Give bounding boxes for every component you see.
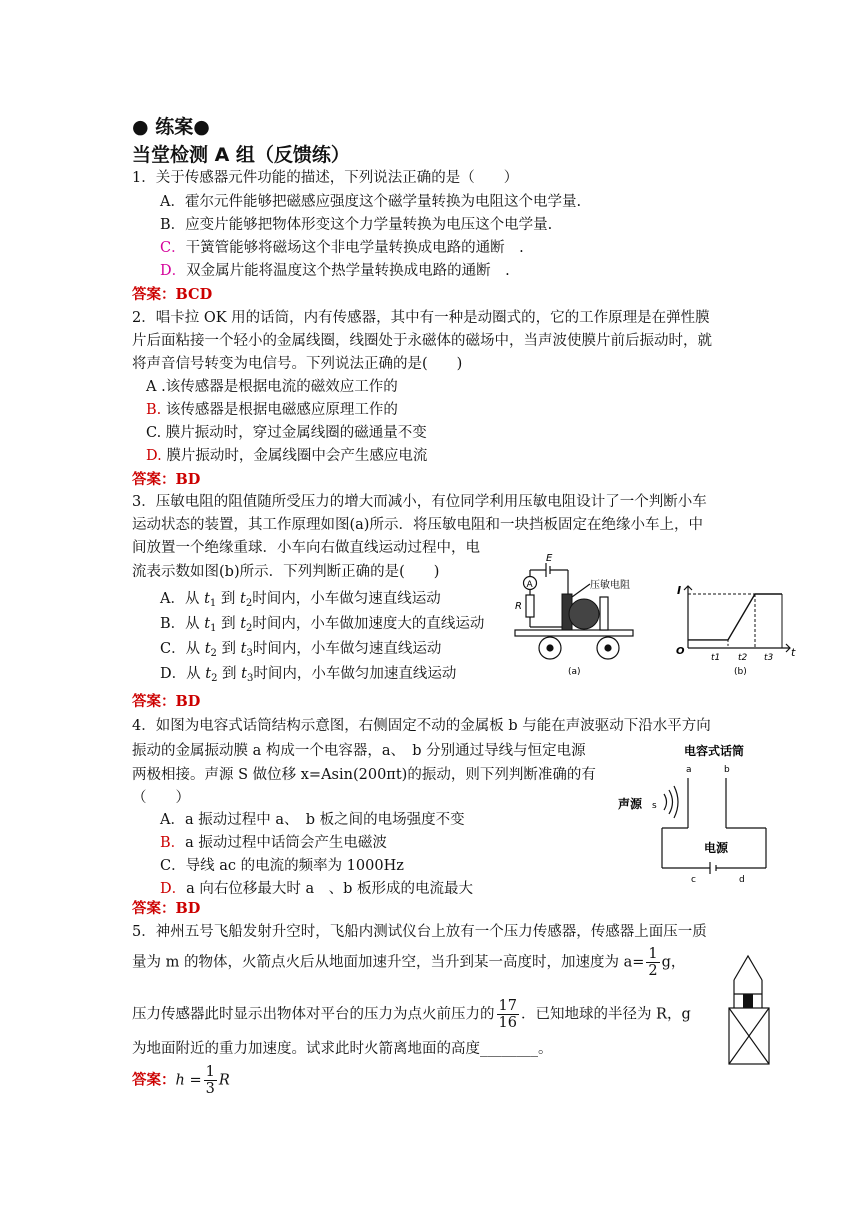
q1-option-d-label: D．	[160, 263, 187, 279]
q3-option-d: D．从 $t_2$ 到 $t_3$时间内，小车做匀加速直线运动	[160, 666, 457, 684]
pressure-sensor-block	[743, 994, 753, 1008]
q1-stem: 1．关于传感器元件功能的描述，下列说法正确的是（ ）	[132, 170, 519, 186]
q1-option-d-text: 双金属片能将温度这个热学量转换成电路的通断 .	[186, 263, 510, 279]
wire-c-label: c	[691, 875, 696, 885]
q4-answer: 答案：BD	[132, 900, 201, 917]
q4-line-1: 4．如图为电容式话筒结构示意图，右侧固定不动的金属板 b 与能在声波驱动下沿水平方向	[132, 718, 711, 734]
fraction-numerator: 1	[648, 946, 658, 962]
plate-a-label: a	[686, 765, 692, 775]
q3-option-c-prefix: C．从	[160, 641, 205, 657]
section-title: 当堂检测 A 组（反馈练）	[132, 144, 350, 166]
q2-option-d-text: 膜片振动时，金属线圈中会产生感应电流	[166, 448, 428, 464]
q5-line-2-suffix: g，	[661, 954, 686, 971]
tick-t2: t2	[738, 653, 748, 663]
ammeter-label: A	[526, 580, 533, 590]
q4-option-b-label: B．	[160, 835, 186, 851]
q4-option-b-text: a 振动过程中话筒会产生电磁波	[185, 835, 387, 851]
current-plot-marks	[688, 594, 782, 648]
q4-option-c: C．导线 ac 的电流的频率为 1000Hz	[160, 858, 404, 874]
q1-option-b: B．应变片能够把物体形变这个力学量转换为电压这个电学量.	[160, 217, 553, 233]
q2-option-b-label: B.	[146, 402, 162, 418]
sound-source-label: 声源	[618, 797, 643, 811]
figure-b-caption: (b)	[734, 667, 747, 677]
q4-line-2: 振动的金属振动膜 a 构成一个电容器，a、 b 分别通过导线与恒定电源	[132, 743, 586, 759]
q2-option-b-text: 该传感器是根据电磁感应原理工作的	[165, 402, 398, 418]
tick-t1: t1	[711, 653, 721, 663]
q1-option-c-text: 干簧管能够将磁场这个非电学量转换成电路的通断 .	[185, 240, 524, 256]
q5-answer-R: R	[218, 1072, 230, 1089]
q2-option-a: A .该传感器是根据电流的磁效应工作的	[146, 379, 398, 395]
q2-answer: 答案：BD	[132, 471, 201, 488]
tick-t3: t3	[764, 653, 774, 663]
q3-option-b: B．从 $t_1$ 到 $t_2$时间内，小车做加速度大的直线运动	[160, 616, 485, 634]
q5-line-3-suffix: ．已知地球的半径为 R，g	[520, 1006, 691, 1023]
q1-answer: 答案：BCD	[132, 286, 213, 303]
q5-line-3	[132, 998, 691, 1031]
sensor-label: 压敏电阻	[590, 580, 630, 591]
q3-option-d-prefix: D．从	[160, 666, 206, 682]
q2-line-2: 片后面粘接一个轻小的金属线圈，线圈处于永磁体的磁场中，当声波使膜片前后振动时，就	[132, 333, 712, 349]
q5-line-1: 5．神州五号飞船发射升空时，飞船内测试仪台上放有一个压力传感器，传感器上面压一质	[132, 924, 707, 940]
q1-option-c	[160, 237, 524, 259]
q3-line-4: 流表示数如图(b)所示．下列判断正确的是( )	[132, 564, 440, 580]
axis-I-label: I	[677, 584, 682, 597]
power-label: 电源	[704, 841, 729, 855]
wire-d-label: d	[739, 875, 745, 885]
q4-line-3: 两极相接。声源 S 做位移 x=Asin(200πt)的振动，则下列判断准确的有	[132, 767, 596, 783]
q5-line-3-text: 压力传感器此时显示出物体对平台的压力为点火前压力的	[132, 1006, 495, 1023]
q2-option-d	[146, 445, 427, 467]
q5-answer-label: 答案：	[132, 1071, 176, 1089]
q4-option-d-text: a 向右位移最大时 a 、b 板形成的电流最大	[186, 881, 474, 897]
q3-figure-a	[510, 552, 670, 682]
q3-option-c-to: 到	[216, 641, 241, 657]
q2-line-1: 2．唱卡拉 OK 用的话筒，内有传感器，其中有一种是动圈式的，它的工作原理是在弹性膜	[132, 310, 710, 326]
q3-option-a-text: 时间内，小车做匀速直线运动	[252, 591, 441, 607]
q3-option-a-prefix: A．从	[160, 591, 205, 607]
q4-option-d-label: D．	[160, 881, 187, 897]
label-R: R	[515, 601, 522, 612]
q5-answer	[132, 1064, 230, 1097]
figure-title: 电容式话筒	[684, 744, 745, 758]
q3-answer: 答案：BD	[132, 693, 201, 710]
q3-option-c: C．从 $t_2$ 到 $t_3$时间内，小车做匀速直线运动	[160, 641, 442, 659]
fraction-one-half	[646, 946, 659, 979]
current-series-line	[688, 594, 782, 640]
q5-answer-h: h =	[175, 1072, 202, 1089]
q2-option-b	[146, 399, 398, 421]
q1-option-c-label: C．	[160, 240, 186, 256]
fraction-one-third	[204, 1064, 217, 1097]
fraction-numerator: 17	[498, 998, 517, 1014]
q3-option-b-prefix: B．从	[160, 616, 205, 632]
q3-option-c-text: 时间内，小车做匀速直线运动	[252, 641, 442, 657]
heavy-ball	[569, 599, 599, 629]
q5-line-2	[132, 946, 685, 979]
q3-option-b-to: 到	[216, 616, 241, 632]
q4-option-a: A．a 振动过程中 a、 b 板之间的电场强度不变	[160, 812, 465, 828]
q3-option-a-to: 到	[216, 591, 241, 607]
q4-option-d	[160, 878, 473, 900]
plate-b-label: b	[724, 765, 730, 775]
q2-option-d-label: D.	[146, 448, 162, 464]
rocket-figure	[724, 950, 784, 1075]
fraction-denominator: 2	[648, 963, 658, 979]
q3-option-d-to: 到	[217, 666, 242, 682]
q3-option-a: A．从 $t_1$ 到 $t_2$时间内，小车做匀速直线运动	[160, 591, 441, 609]
q4-line-4: （ ）	[132, 790, 190, 806]
q5-line-2-text: 量为 m 的物体，火箭点火后从地面加速升空，当升到某一高度时，加速度为 a=	[132, 954, 645, 971]
q4-option-b	[160, 832, 387, 854]
origin-label: O	[676, 646, 685, 657]
q3-figure-b	[672, 572, 802, 682]
sound-source-s: s	[652, 801, 657, 811]
q4-figure	[612, 740, 782, 885]
fraction-denominator: 16	[498, 1015, 517, 1031]
fraction-17-16	[497, 998, 519, 1031]
q3-option-d-text: 时间内，小车做匀加速直线运动	[253, 666, 457, 682]
axis-t-label: t	[791, 646, 796, 659]
label-E: E	[546, 553, 553, 564]
exercise-title: ● 练案●	[132, 116, 210, 138]
figure-a-caption: (a)	[568, 667, 581, 677]
fraction-numerator: 1	[205, 1064, 215, 1080]
q2-line-3: 将声音信号转变为电信号。下列说法正确的是( )	[132, 356, 463, 372]
q1-option-a: A．霍尔元件能够把磁感应强度这个磁学量转换为电阻这个电学量.	[160, 194, 582, 210]
q3-line-1: 3．压敏电阻的阻值随所受压力的增大而减小，有位同学利用压敏电阻设计了一个判断小车	[132, 494, 707, 510]
q3-line-2: 运动状态的装置，其工作原理如图(a)所示．将压敏电阻和一块挡板固定在绝缘小车上，中	[132, 517, 703, 533]
q1-option-d	[160, 260, 510, 282]
q3-line-3: 间放置一个绝缘重球．小车向右做直线运动过程中，电	[132, 540, 480, 556]
q5-line-4: 为地面附近的重力加速度。试求此时火箭离地面的高度________。	[132, 1041, 553, 1057]
q3-option-b-text: 时间内，小车做加速度大的直线运动	[252, 616, 485, 632]
fraction-denominator: 3	[205, 1081, 215, 1097]
q2-option-c: C. 膜片振动时，穿过金属线圈的磁通量不变	[146, 425, 427, 441]
